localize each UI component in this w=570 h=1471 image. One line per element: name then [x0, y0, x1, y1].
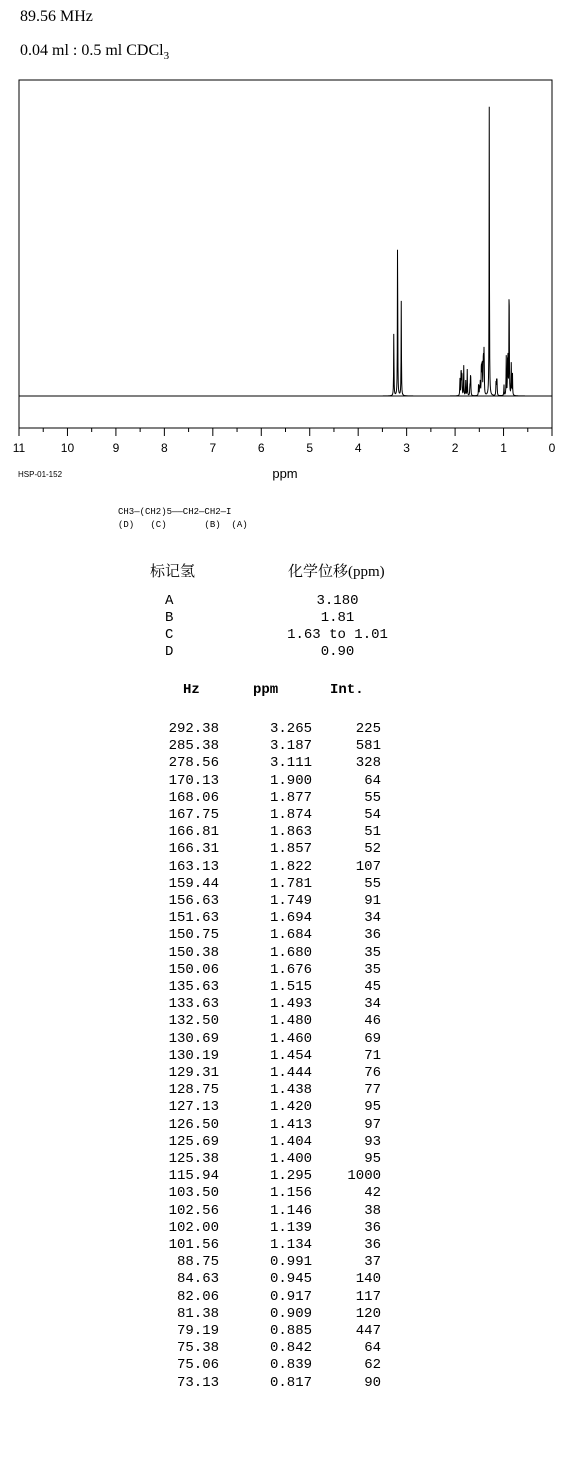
ppm-cell: 1.404: [269, 1133, 312, 1150]
hz-cell: 292.38: [168, 721, 219, 737]
int-cell: 34: [364, 910, 381, 927]
int-cell: 64: [364, 772, 381, 789]
ppm-cell: 1.515: [269, 979, 312, 995]
formula-labels: (D) (C) (B) (A): [118, 520, 248, 530]
assignment-label: B: [165, 610, 174, 626]
ppm-cell: 1.493: [269, 996, 312, 1013]
hz-cell: 129.31: [168, 1065, 219, 1081]
ppm-cell: 0.817: [269, 1374, 312, 1391]
int-cell: 36: [364, 927, 381, 944]
x-tick-label: 0: [548, 441, 556, 455]
hz-cell: 75.38: [176, 1340, 219, 1357]
int-cell: 90: [364, 1374, 381, 1391]
int-cell: 36: [364, 1219, 381, 1236]
hz-cell: 84.63: [176, 1271, 219, 1288]
x-tick-label: 5: [306, 441, 314, 455]
ppm-cell: 1.420: [269, 1099, 312, 1116]
x-tick-label: 1: [500, 441, 507, 455]
int-cell: 55: [364, 875, 381, 892]
x-tick-label: 7: [209, 441, 217, 455]
int-cell: 328: [355, 755, 381, 772]
hz-cell: 130.69: [168, 1030, 219, 1047]
hz-cell: 75.06: [176, 1357, 219, 1374]
spectrometer-frequency: 89.56 MHz: [20, 8, 93, 25]
hz-cell: 168.06: [168, 789, 219, 806]
hz-cell: 125.69: [168, 1133, 219, 1150]
hz-cell: 132.50: [168, 1013, 219, 1030]
int-cell: 93: [364, 1133, 381, 1150]
assignment-label: C: [165, 627, 174, 643]
x-tick-label: 11: [12, 441, 26, 455]
hz-cell: 103.50: [168, 1185, 219, 1202]
x-tick-label: 9: [112, 441, 120, 455]
hz-cell: 133.63: [168, 996, 219, 1013]
hz-cell: 79.19: [176, 1323, 219, 1339]
ppm-cell: 1.900: [269, 772, 312, 789]
ppm-cell: 1.400: [269, 1151, 312, 1167]
hz-cell: 150.38: [168, 944, 219, 961]
x-tick-label: 6: [257, 441, 265, 455]
ppm-cell: 1.874: [269, 807, 312, 823]
hz-cell: 130.19: [168, 1047, 219, 1064]
spectrum-trace: [19, 107, 552, 396]
ppm-cell: 1.694: [269, 910, 312, 927]
int-cell: 117: [355, 1288, 381, 1305]
hz-cell: 167.75: [168, 807, 219, 823]
ppm-cell: 0.945: [269, 1271, 312, 1288]
ppm-cell: 1.134: [269, 1237, 312, 1253]
ppm-cell: 0.991: [269, 1254, 312, 1271]
plot-frame: [19, 80, 552, 428]
assignment-shift: 1.63 to 1.01: [287, 627, 388, 643]
assignment-col-shift: 化学位移(ppm): [288, 564, 385, 580]
ppm-cell: 3.187: [269, 738, 312, 755]
hz-cell: 151.63: [168, 910, 219, 927]
int-cell: 34: [364, 996, 381, 1013]
ppm-cell: 1.460: [269, 1030, 312, 1047]
int-cell: 45: [364, 979, 381, 995]
hz-cell: 166.81: [168, 824, 219, 841]
int-cell: 225: [355, 721, 381, 737]
solvent-subscript: 3: [163, 50, 170, 63]
int-cell: 71: [364, 1047, 381, 1064]
header-ppm: ppm: [253, 682, 279, 698]
hz-cell: 278.56: [168, 755, 219, 772]
int-cell: 95: [364, 1151, 381, 1167]
ppm-cell: 0.839: [269, 1357, 312, 1374]
ppm-cell: 1.680: [269, 944, 312, 961]
int-cell: 64: [364, 1340, 381, 1357]
ppm-cell: 1.480: [269, 1013, 312, 1030]
ppm-cell: 0.885: [269, 1323, 312, 1339]
hz-cell: 81.38: [176, 1305, 219, 1322]
int-cell: 97: [364, 1116, 381, 1133]
ppm-cell: 1.863: [269, 824, 312, 841]
structure-formula: [118, 506, 248, 532]
int-cell: 69: [364, 1030, 381, 1047]
x-tick-label: 3: [403, 441, 410, 455]
x-tick-label: 8: [161, 441, 168, 455]
assignment-label: D: [165, 644, 174, 660]
x-axis-label: ppm: [272, 466, 298, 481]
ppm-cell: 1.877: [269, 789, 312, 806]
int-cell: 76: [364, 1065, 381, 1081]
ppm-cell: 1.444: [269, 1065, 312, 1081]
int-cell: 38: [364, 1202, 381, 1219]
int-cell: 42: [364, 1185, 381, 1202]
hz-cell: 127.13: [168, 1099, 219, 1116]
assignment-label: A: [165, 593, 174, 609]
ppm-cell: 3.265: [269, 721, 312, 737]
ppm-cell: 1.156: [269, 1185, 312, 1202]
hz-cell: 156.63: [168, 893, 219, 909]
x-axis-ticks: [19, 428, 552, 436]
hz-cell: 115.94: [168, 1168, 219, 1185]
hz-cell: 159.44: [168, 875, 219, 892]
x-tick-label: 10: [60, 441, 75, 455]
assignment-shift: 1.81: [320, 610, 355, 626]
ppm-cell: 0.842: [269, 1340, 312, 1357]
assignment-shift: 3.180: [316, 593, 359, 609]
int-cell: 95: [364, 1099, 381, 1116]
ppm-cell: 1.413: [269, 1116, 312, 1133]
ppm-cell: 1.139: [269, 1219, 312, 1236]
int-cell: 77: [364, 1082, 381, 1099]
hz-cell: 170.13: [168, 772, 219, 789]
hz-cell: 102.56: [168, 1202, 219, 1219]
hz-cell: 82.06: [176, 1288, 219, 1305]
int-cell: 35: [364, 961, 381, 978]
ppm-cell: 1.684: [269, 927, 312, 944]
ppm-cell: 1.146: [269, 1202, 312, 1219]
int-cell: 55: [364, 789, 381, 806]
int-cell: 62: [364, 1357, 381, 1374]
assignment-shift: 0.90: [320, 644, 355, 660]
int-cell: 51: [364, 824, 381, 841]
ppm-cell: 1.857: [269, 841, 312, 858]
ppm-cell: 1.749: [269, 893, 312, 909]
hz-cell: 126.50: [168, 1116, 219, 1133]
spectrum-code: HSP-01-152: [18, 470, 63, 479]
int-cell: 54: [364, 807, 381, 823]
solvent-text: 0.04 ml : 0.5 ml CDCl: [20, 42, 164, 59]
int-cell: 37: [364, 1254, 381, 1271]
formula-line: CH3—(CH2)5——CH2—CH2—I: [118, 507, 232, 517]
ppm-cell: 1.781: [269, 875, 312, 892]
hz-cell: 101.56: [168, 1237, 219, 1253]
ppm-cell: 1.438: [269, 1082, 312, 1099]
int-cell: 120: [355, 1305, 381, 1322]
x-axis-tick-labels: [13, 441, 556, 455]
ppm-cell: 1.295: [269, 1168, 312, 1185]
header-int: Int.: [330, 682, 364, 698]
hz-cell: 150.06: [168, 961, 219, 978]
assignment-col-label: 标记氢: [150, 564, 196, 580]
hz-cell: 150.75: [168, 927, 219, 944]
int-cell: 447: [355, 1323, 381, 1339]
int-cell: 52: [364, 841, 381, 858]
int-cell: 140: [355, 1271, 381, 1288]
x-tick-label: 2: [451, 441, 459, 455]
hz-cell: 135.63: [168, 979, 219, 995]
hz-cell: 102.00: [168, 1219, 219, 1236]
int-cell: 107: [355, 858, 381, 875]
hz-cell: 73.13: [176, 1374, 219, 1391]
hz-cell: 125.38: [168, 1151, 219, 1167]
int-cell: 91: [364, 893, 381, 909]
int-cell: 46: [364, 1013, 381, 1030]
int-cell: 36: [364, 1237, 381, 1253]
ppm-cell: 3.111: [269, 755, 312, 772]
ppm-cell: 1.454: [269, 1047, 312, 1064]
header-hz: Hz: [183, 682, 200, 698]
ppm-cell: 0.917: [269, 1288, 312, 1305]
hz-cell: 285.38: [168, 738, 219, 755]
ppm-cell: 0.909: [269, 1305, 312, 1322]
hz-cell: 166.31: [168, 841, 219, 858]
hz-cell: 128.75: [168, 1082, 219, 1099]
int-cell: 1000: [347, 1168, 381, 1185]
ppm-cell: 1.822: [269, 858, 312, 875]
int-cell: 581: [355, 738, 381, 755]
hz-cell: 88.75: [176, 1254, 219, 1271]
ppm-cell: 1.676: [269, 961, 312, 978]
int-cell: 35: [364, 944, 381, 961]
x-tick-label: 4: [354, 441, 362, 455]
hz-cell: 163.13: [168, 858, 219, 875]
